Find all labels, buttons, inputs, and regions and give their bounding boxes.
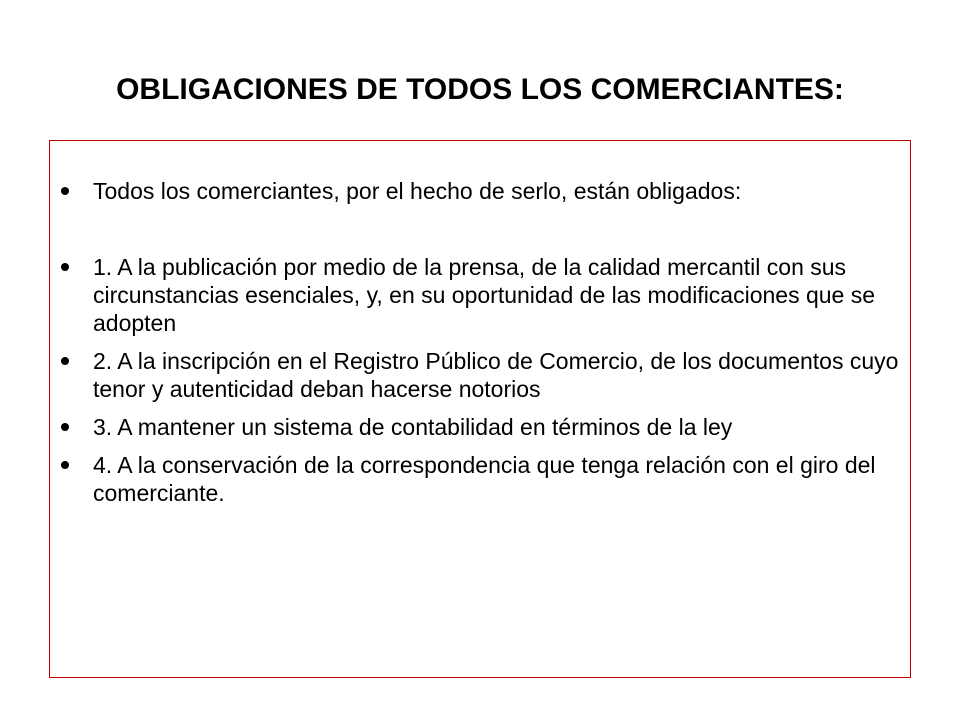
bullet-text: 3. A mantener un sistema de contabilidad en términos de la ley: [93, 414, 733, 440]
bullet-dot-icon: [61, 357, 69, 365]
bullet-dot-icon: [61, 461, 69, 469]
bullet-dot-icon: [61, 423, 69, 431]
content-box: [49, 140, 911, 678]
bullet-item-1: [50, 253, 912, 337]
bullet-item-intro: [50, 177, 912, 205]
bullet-text: 4. A la conservación de la correspondencia que tenga relación con el giro del comerciante.: [93, 452, 876, 506]
bullet-item-3: [50, 413, 912, 441]
bullet-text: 2. A la inscripción en el Registro Público de Comercio, de los documentos cuyo tenor y autenticidad deban hacerse notorios: [93, 348, 899, 402]
bullet-dot-icon: [61, 263, 69, 271]
bullet-list: [50, 177, 912, 517]
bullet-item-4: [50, 451, 912, 507]
bullet-dot-icon: [61, 187, 69, 195]
bullet-text: Todos los comerciantes, por el hecho de serlo, están obligados:: [93, 178, 742, 204]
slide-title: OBLIGACIONES DE TODOS LOS COMERCIANTES:: [116, 73, 844, 106]
bullet-item-2: [50, 347, 912, 403]
bullet-text: 1. A la publicación por medio de la prensa, de la calidad mercantil con sus circunstancias esenciales, y, en su oportunidad de las modificaciones que se adopten: [93, 254, 876, 336]
